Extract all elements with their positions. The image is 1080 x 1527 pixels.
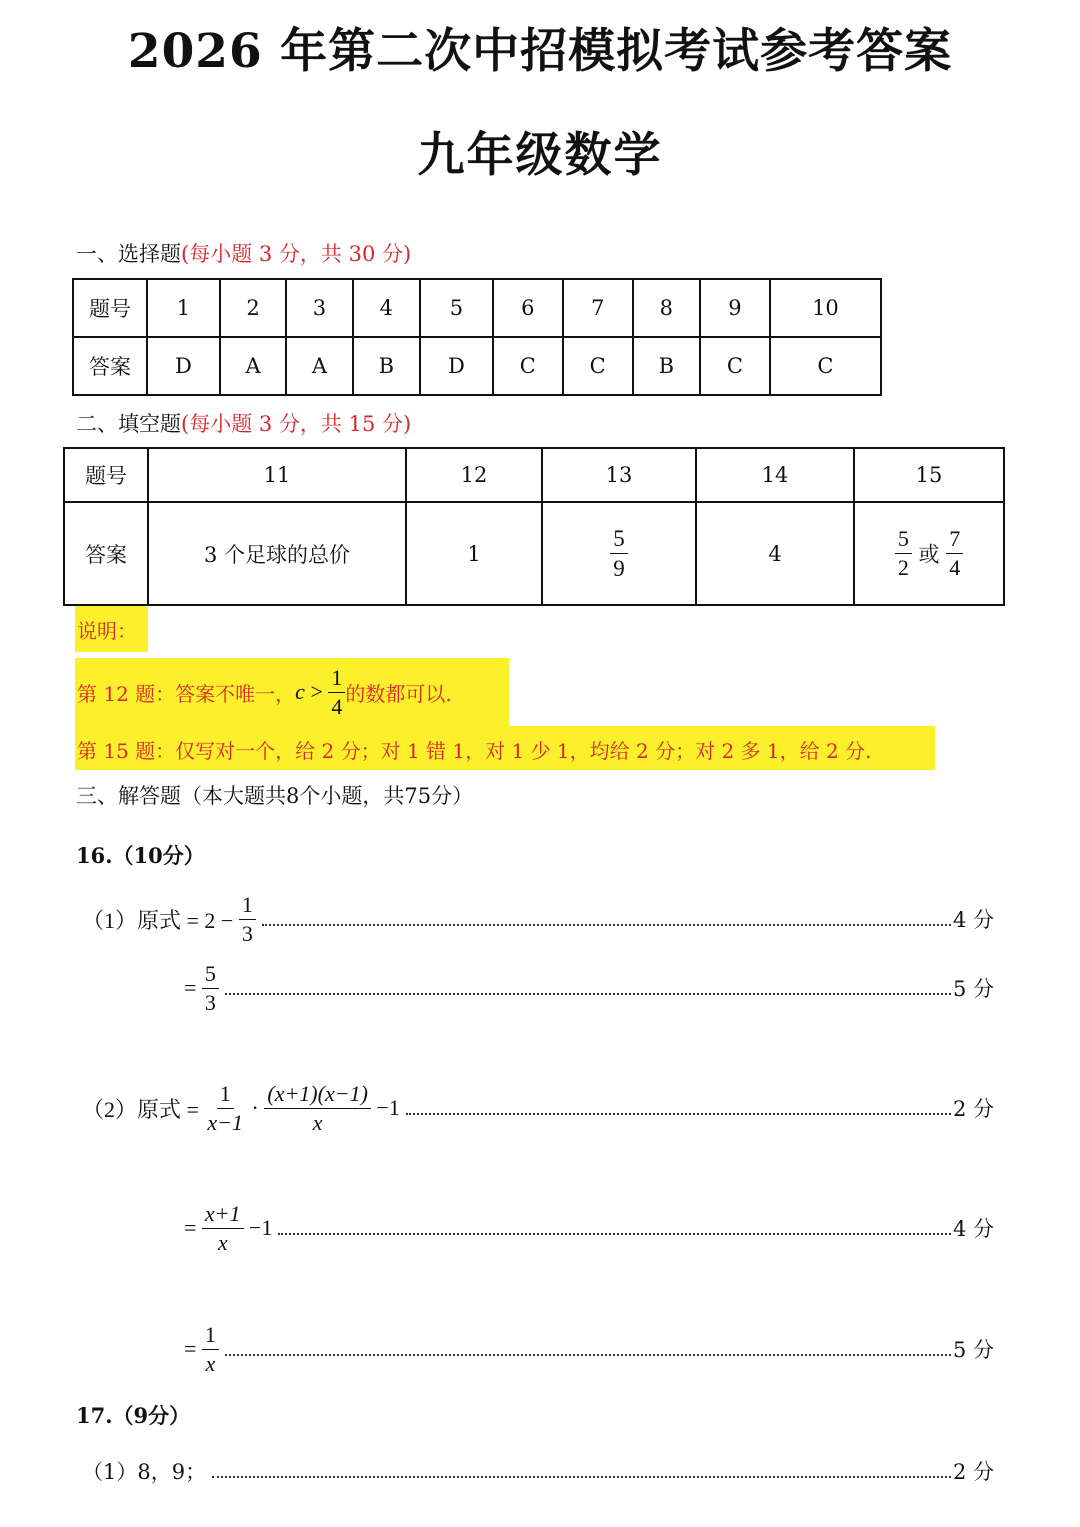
choice-number: 3 [286, 279, 352, 337]
choice-answer: C [563, 337, 633, 395]
fraction: $\frac{1}{3}$ [239, 894, 256, 945]
multiply-dot: · [246, 1095, 265, 1120]
equals: = [184, 975, 202, 1000]
choice-number: 1 [147, 279, 220, 337]
q17-title: 17.（9分） [76, 1403, 191, 1428]
q17-p1-text: （1）8，9； [82, 1460, 207, 1484]
fill-number: 15 [854, 448, 1004, 502]
choice-number: 4 [353, 279, 420, 337]
choice-answer-row [73, 337, 881, 395]
score: 5 分 [952, 1338, 994, 1362]
score: 4 分 [952, 1217, 994, 1241]
choice-answer: B [353, 337, 420, 395]
dotted-leader [212, 1476, 951, 1478]
choice-number: 10 [770, 279, 881, 337]
dotted-leader [225, 993, 951, 995]
choice-answer: C [493, 337, 563, 395]
row-label-answer: 答案 [73, 337, 147, 395]
fraction: $\frac{1}{x}$ [202, 1324, 219, 1375]
section2-title: 二、填空题 [76, 412, 181, 436]
choice-number-row [73, 279, 881, 337]
fraction: $\frac{x+1}{x}$ [202, 1203, 244, 1254]
choice-number: 2 [220, 279, 286, 337]
score: 5 分 [952, 977, 994, 1001]
fraction: $\frac{1}{4}$ [328, 667, 345, 718]
choice-answer: C [700, 337, 770, 395]
fraction: $\frac{5}{9}$ [610, 527, 628, 580]
dotted-leader [262, 924, 951, 926]
fraction: $\frac{(x+1)(x-1)}{x}$ [264, 1083, 371, 1134]
fill-number: 14 [696, 448, 854, 502]
note-q12-gt: > [304, 679, 329, 704]
section1-note: (每小题 3 分，共 30 分) [181, 242, 412, 266]
section2-note: (每小题 3 分，共 15 分) [181, 412, 412, 436]
section1-heading [76, 238, 411, 268]
dotted-leader [278, 1233, 950, 1235]
section1-title: 一、选择题 [76, 242, 181, 266]
fill-answer-table [63, 447, 1005, 606]
q16-p1-label: （1）原式 = 2 − [82, 907, 239, 933]
choice-answer: A [286, 337, 352, 395]
choice-number: 5 [420, 279, 493, 337]
fill-answer-15 [854, 502, 1004, 605]
section3-heading: 三、解答题（本大题共8个小题，共75分） [76, 784, 474, 808]
choice-number: 6 [493, 279, 563, 337]
q16-part2-line1 [82, 1077, 994, 1139]
document-subtitle: 九年级数学 [417, 128, 663, 183]
fraction: $\frac{5}{2}$ [895, 528, 912, 579]
fill-number: 11 [148, 448, 406, 502]
choice-number: 9 [700, 279, 770, 337]
equals: = [184, 1336, 202, 1361]
or-word: 或 [918, 542, 940, 567]
fill-answer-13 [542, 502, 696, 605]
score: 2 分 [952, 1460, 994, 1484]
row-label-number: 题号 [64, 448, 148, 502]
notes-label: 说明： [75, 606, 148, 652]
fill-answer-12: 1 [406, 502, 542, 605]
note-q12-suffix: 的数都可以. [345, 681, 452, 706]
q16-p2-label: （2）原式 = [82, 1096, 205, 1122]
row-label-number: 题号 [73, 279, 147, 337]
choice-number: 8 [633, 279, 700, 337]
note-q12 [75, 658, 509, 726]
fraction: $\frac{5}{3}$ [202, 963, 219, 1014]
q16-part2-line2 [184, 1197, 994, 1259]
note-q12-var: c [295, 679, 305, 704]
q17-part1-line1 [82, 1452, 994, 1490]
fill-answer-14: 4 [696, 502, 854, 605]
choice-answer: D [420, 337, 493, 395]
q16-part1-line2 [184, 957, 994, 1019]
q16-title: 16.（10分） [76, 843, 205, 868]
dotted-leader [406, 1113, 951, 1115]
choice-answer: C [770, 337, 881, 395]
q16-part1-line1 [82, 888, 994, 950]
document-title: 2026 年第二次中招模拟考试参考答案 [127, 24, 953, 79]
choice-answer: B [633, 337, 700, 395]
dotted-leader [225, 1354, 951, 1356]
note-q12-prefix: 第 12 题：答案不唯一， [77, 681, 296, 706]
q16-p2-tail: −1 [370, 1095, 400, 1120]
row-label-answer: 答案 [64, 502, 148, 605]
score: 2 分 [952, 1097, 994, 1121]
fill-number: 13 [542, 448, 696, 502]
fraction: $\frac{1}{x-1}$ [207, 1080, 244, 1135]
choice-answer-table [72, 278, 882, 396]
equals: = [184, 1215, 202, 1240]
choice-answer: A [220, 337, 286, 395]
choice-answer: D [147, 337, 220, 395]
fill-number-row [64, 448, 1004, 502]
fraction: $\frac{7}{4}$ [946, 528, 963, 579]
fill-answer-11: 3 个足球的总价 [148, 502, 406, 605]
section2-heading [76, 408, 411, 438]
fill-number: 12 [406, 448, 542, 502]
note-q15: 第 15 题：仅写对一个，给 2 分；对 1 错 1，对 1 少 1，均给 2 分；对 2 多 1，给 2 分. [75, 726, 935, 770]
q16-p2b-tail: −1 [243, 1215, 273, 1240]
fill-answer-row [64, 502, 1004, 605]
q16-part2-line3 [184, 1318, 994, 1380]
score: 4 分 [952, 908, 994, 932]
choice-number: 7 [563, 279, 633, 337]
